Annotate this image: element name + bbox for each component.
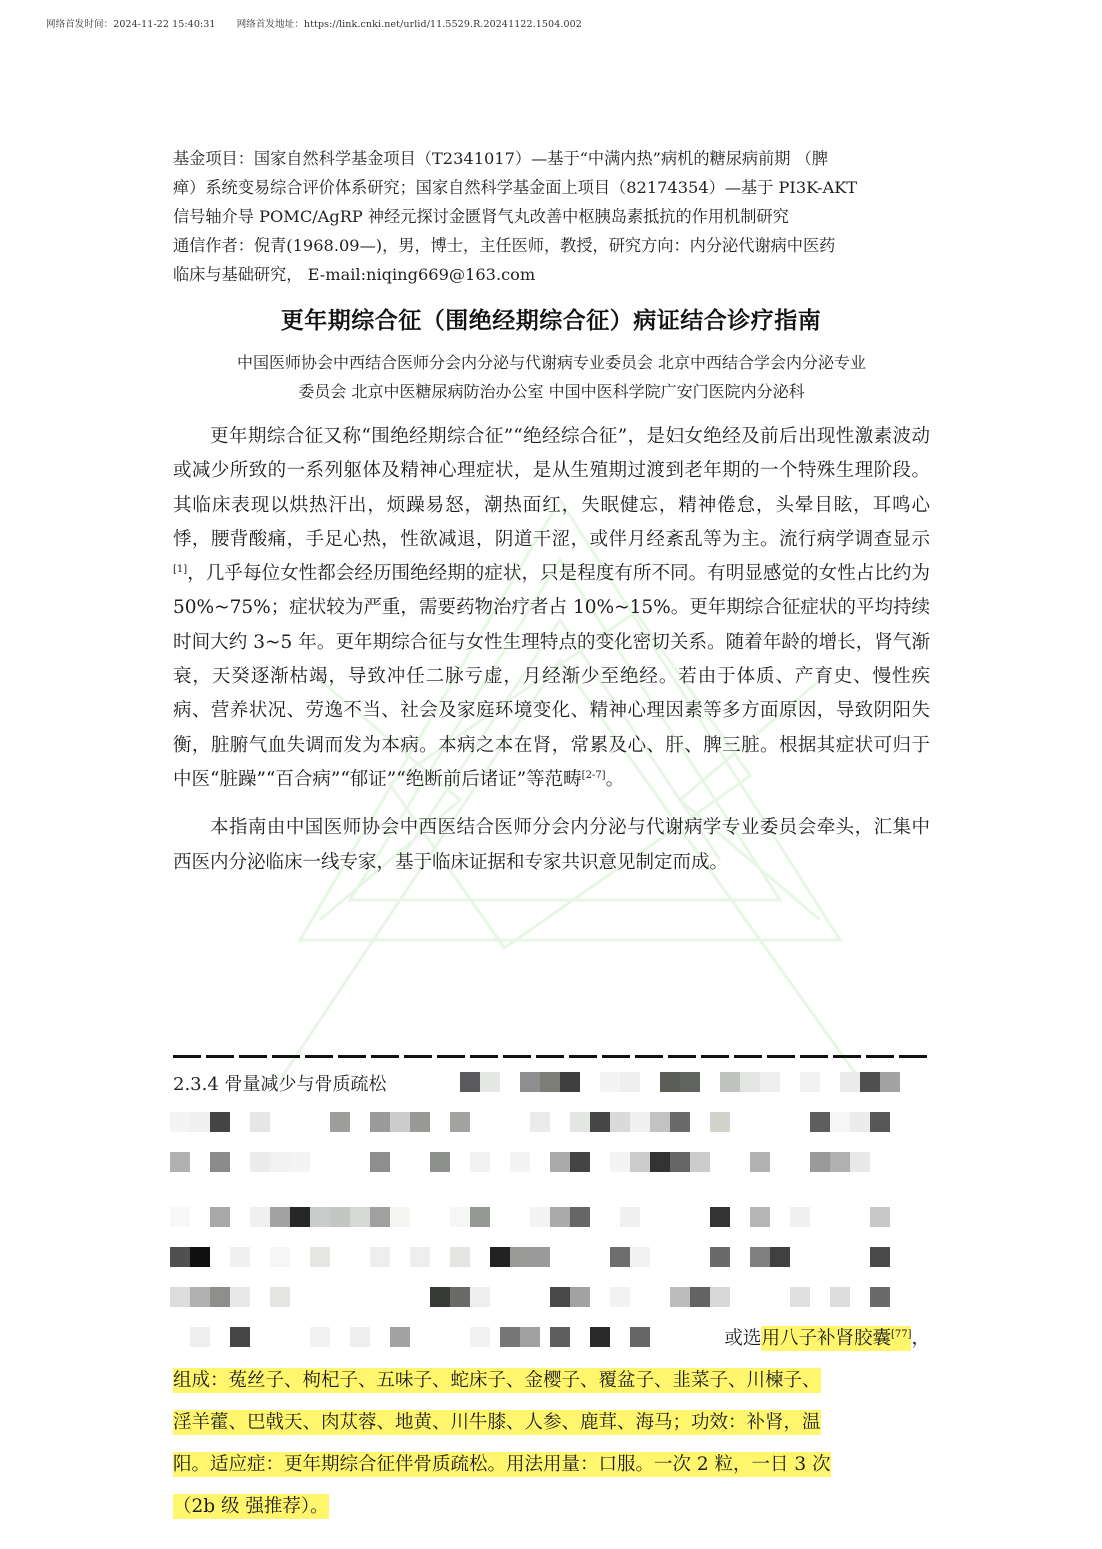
citation-ref[interactable]: [1]	[173, 564, 188, 576]
mosaic-pixel	[610, 1152, 630, 1172]
fund-line: 基金项目：国家自然科学基金项目（T2341017）—基于“中满内热”病机的糖尿病前期 （脾	[173, 149, 828, 168]
corresponding-author-email: 临床与基础研究， E-mail:niqing669@163.com	[173, 265, 536, 284]
drug-name: 用八子补肾胶囊	[761, 1328, 891, 1349]
mosaic-pixel	[830, 1152, 850, 1172]
authors-line: 委员会 北京中医糖尿病防治办公室 中国中医科学院广安门医院内分泌科	[298, 382, 805, 401]
mosaic-pixel	[510, 1152, 530, 1172]
rec-line-4-wrap	[173, 1444, 930, 1486]
mosaic-pixel	[610, 1247, 630, 1267]
mosaic-pixel	[830, 1112, 850, 1132]
rec-evidence-grade: （2b 级 强推荐）。	[173, 1496, 329, 1517]
mosaic-pixel	[190, 1247, 210, 1267]
mosaic-pixel	[620, 1072, 640, 1092]
mosaic-pixel	[630, 1152, 650, 1172]
mosaic-pixel	[630, 1327, 650, 1347]
mosaic-pixel	[370, 1207, 390, 1227]
mosaic-pixel	[470, 1152, 490, 1172]
mosaic-pixel	[630, 1112, 650, 1132]
mosaic-pixel	[550, 1327, 570, 1347]
mosaic-pixel	[750, 1207, 770, 1227]
fund-info	[173, 144, 930, 289]
mosaic-pixel	[290, 1207, 310, 1227]
mosaic-pixel	[500, 1327, 520, 1347]
citation-ref[interactable]: [2-7]	[581, 769, 606, 781]
mosaic-pixel	[350, 1207, 370, 1227]
mosaic-pixel	[600, 1072, 620, 1092]
rec-line-5-wrap	[173, 1486, 930, 1528]
article-title: 更年期综合征（围绝经期综合征）病证结合诊疗指南	[280, 308, 822, 334]
publish-time	[46, 19, 216, 30]
mosaic-pixel	[490, 1247, 510, 1267]
mosaic-pixel	[470, 1207, 490, 1227]
citation-ref[interactable]: [77]	[890, 1328, 912, 1340]
mosaic-pixel	[710, 1112, 730, 1132]
mosaic-pixel	[190, 1112, 210, 1132]
mosaic-pixel	[860, 1072, 880, 1092]
mosaic-pixel	[630, 1247, 650, 1267]
mosaic-pixel	[210, 1207, 230, 1227]
mosaic-pixel	[170, 1152, 190, 1172]
mosaic-pixel	[190, 1327, 210, 1347]
mosaic-pixel	[850, 1112, 870, 1132]
mosaic-pixel	[450, 1287, 470, 1307]
mosaic-pixel	[550, 1287, 570, 1307]
mosaic-pixel	[250, 1152, 270, 1172]
mosaic-pixel	[250, 1207, 270, 1227]
mosaic-pixel	[430, 1152, 450, 1172]
section-title: 骨量减少与骨质疏松	[224, 1074, 387, 1095]
mosaic-pixel	[570, 1207, 590, 1227]
mosaic-pixel	[620, 1207, 640, 1227]
section-number: 2.3.4	[173, 1074, 219, 1095]
rec-composition-line: 组成：菟丝子、枸杞子、五味子、蛇床子、金樱子、覆盆子、韭菜子、川楝子、	[173, 1370, 821, 1391]
intro-end: 。	[605, 768, 625, 790]
mosaic-pixel	[870, 1112, 890, 1132]
mosaic-pixel	[330, 1112, 350, 1132]
mosaic-pixel	[690, 1152, 710, 1172]
mosaic-pixel	[230, 1247, 250, 1267]
mosaic-pixel	[310, 1247, 330, 1267]
mosaic-pixel	[810, 1152, 830, 1172]
mosaic-pixel	[370, 1152, 390, 1172]
fund-line: 瘅）系统变易综合评价体系研究；国家自然科学基金面上项目（82174354）—基于 PI3K-AKT	[173, 178, 858, 197]
mosaic-pixel	[270, 1287, 290, 1307]
mosaic-pixel	[790, 1207, 810, 1227]
mosaic-pixel	[520, 1072, 540, 1092]
mosaic-pixel	[770, 1247, 790, 1267]
publish-url-link[interactable]: https://link.cnki.net/urlid/11.5529.R.20241122.1504.002	[303, 19, 582, 30]
mosaic-pixel	[550, 1207, 570, 1227]
mosaic-pixel	[830, 1287, 850, 1307]
mosaic-pixel	[350, 1327, 370, 1347]
mosaic-pixel	[560, 1072, 580, 1092]
mosaic-pixel	[750, 1247, 770, 1267]
mosaic-pixel	[210, 1112, 230, 1132]
mosaic-pixel	[850, 1152, 870, 1172]
mosaic-pixel	[510, 1247, 530, 1267]
mosaic-pixel	[870, 1207, 890, 1227]
mosaic-pixel	[470, 1287, 490, 1307]
rec-composition-efficacy-line: 淫羊藿、巴戟天、肉苁蓉、地黄、川牛膝、人参、鹿茸、海马；功效：补肾，温	[173, 1412, 821, 1433]
mosaic-pixel	[880, 1072, 900, 1092]
mosaic-pixel	[530, 1247, 550, 1267]
mosaic-pixel	[370, 1247, 390, 1267]
mosaic-pixel	[690, 1287, 710, 1307]
mosaic-pixel	[810, 1112, 830, 1132]
mosaic-pixel	[610, 1112, 630, 1132]
intro-text: 更年期综合征又称“围绝经期综合征”“绝经综合征”，是妇女绝经及前后出现性激素波动或减少所致的一系列躯体及精神心理症状，是从生殖期过渡到老年期的一个特殊生理阶段。其临床表现以烘热汗出，烦躁易怒，潮热面红，失眠健忘，精神倦怠，头晕目眩，耳鸣心悸，腰背酸痛，手足心热，性欲减退，阴道干涩，或伴月经紊乱等为主。流行病学调查显示	[173, 426, 930, 550]
mosaic-pixel	[450, 1112, 470, 1132]
mosaic-pixel	[870, 1247, 890, 1267]
publish-time-label: 网络首发时间：	[46, 19, 114, 30]
mosaic-pixel	[330, 1207, 350, 1227]
mosaic-pixel	[790, 1287, 810, 1307]
mosaic-pixel	[230, 1287, 250, 1307]
mosaic-pixel	[720, 1072, 740, 1092]
mosaic-pixel	[710, 1247, 730, 1267]
mosaic-pixel	[170, 1112, 190, 1132]
mosaic-pixel	[710, 1207, 730, 1227]
mosaic-pixel	[410, 1247, 430, 1267]
mosaic-pixel	[760, 1072, 780, 1092]
mosaic-pixel	[590, 1112, 610, 1132]
mosaic-pixel	[650, 1112, 670, 1132]
rec-line-1	[724, 1318, 930, 1360]
mosaic-pixel	[740, 1072, 760, 1092]
mosaic-pixel	[610, 1287, 630, 1307]
mosaic-pixel	[270, 1152, 290, 1172]
mosaic-pixel	[390, 1327, 410, 1347]
rec-indication-dosage-line: 阳。适应症：更年期综合征伴骨质疏松。用法用量：口服。一次 2 粒，一日 3 次	[173, 1454, 831, 1475]
fund-line: 信号轴介导 POMC/AgRP 神经元探讨金匮肾气丸改善中枢胰岛素抵抗的作用机制研究	[173, 207, 789, 226]
mosaic-pixel	[530, 1207, 550, 1227]
mosaic-pixel	[520, 1327, 540, 1347]
mosaic-pixel	[170, 1287, 190, 1307]
mosaic-pixel	[390, 1112, 410, 1132]
mosaic-pixel	[210, 1152, 230, 1172]
rec-line-3-wrap	[173, 1402, 930, 1444]
article-body	[173, 420, 930, 880]
publish-url-label: 网络首发地址：	[236, 19, 304, 30]
mosaic-pixel	[450, 1247, 470, 1267]
mosaic-pixel	[750, 1152, 770, 1172]
highlighted-drug-name	[761, 1326, 911, 1351]
rec-comma: ，	[911, 1328, 930, 1349]
rec-line-2-wrap	[173, 1360, 930, 1402]
mosaic-pixel	[650, 1152, 670, 1172]
mosaic-pixel	[390, 1207, 410, 1227]
mosaic-pixel	[270, 1207, 290, 1227]
mosaic-pixel	[480, 1072, 500, 1092]
mosaic-pixel	[250, 1112, 270, 1132]
mosaic-pixel	[680, 1072, 700, 1092]
mosaic-pixel	[170, 1207, 190, 1227]
publish-time-value: 2024-11-22 15:40:31	[113, 19, 216, 30]
mosaic-pixel	[530, 1112, 550, 1132]
authors-line: 中国医师协会中西结合医师分会内分泌与代谢病专业委员会 北京中西结合学会内分泌专业	[236, 353, 867, 372]
mosaic-pixel	[570, 1152, 590, 1172]
mosaic-pixel	[670, 1152, 690, 1172]
dashed-divider	[173, 1055, 930, 1058]
publication-header	[46, 16, 600, 30]
mosaic-pixel	[410, 1112, 430, 1132]
guideline-origin-paragraph: 本指南由中国医师协会中西医结合医师分会内分泌与代谢病学专业委员会牵头，汇集中西医内分泌临床一线专家，基于临床证据和专家共识意见制定而成。	[173, 817, 930, 873]
mosaic-pixel	[450, 1207, 470, 1227]
mosaic-pixel	[800, 1072, 820, 1092]
mosaic-pixel	[290, 1152, 310, 1172]
mosaic-pixel	[870, 1287, 890, 1307]
mosaic-pixel	[840, 1072, 860, 1092]
mosaic-pixel	[430, 1287, 450, 1307]
mosaic-pixel	[310, 1327, 330, 1347]
mosaic-pixel	[460, 1072, 480, 1092]
mosaic-pixel	[270, 1247, 290, 1267]
rec-lead: 或选	[724, 1328, 762, 1349]
mosaic-pixel	[660, 1072, 680, 1092]
mosaic-pixel	[190, 1287, 210, 1307]
mosaic-pixel	[210, 1287, 230, 1307]
mosaic-pixel	[670, 1287, 690, 1307]
mosaic-pixel	[550, 1152, 570, 1172]
corresponding-author: 通信作者：倪青(1968.09—)，男，博士，主任医师，教授，研究方向：内分泌代谢病中医药	[173, 236, 836, 255]
mosaic-pixel	[540, 1072, 560, 1092]
mosaic-pixel	[670, 1112, 690, 1132]
mosaic-pixel	[230, 1327, 250, 1347]
mosaic-pixel	[590, 1327, 610, 1347]
mosaic-pixel	[370, 1112, 390, 1132]
mosaic-pixel	[170, 1247, 190, 1267]
mosaic-pixel	[710, 1287, 730, 1307]
intro-text-cont: ，几乎每位女性都会经历围绝经期的症状，只是程度有所不同。有明显感觉的女性占比约为 50%~75%；症状较为严重，需要药物治疗者占 10%~15%。更年期综合征症状的平均持续时间大约 3~5 年。更年期综合征与女性生理特点的变化密切关系。随着年龄的增长，肾气渐衰，天癸逐渐枯竭，导致冲任二脉亏虚，月经渐少至绝经。若由于体质、产育史、慢性疾病、营养状况、劳逸不当、社会及家庭环境变化、精神心理因素等多方面原因，导致阴阳失衡，脏腑气血失调而发为本病。本病之本在肾，常累及心、肝、脾三脏。根据其症状可归于中医“脏躁”“百合病”“郁证”“绝断前后诸证”等范畴	[173, 563, 930, 790]
mosaic-pixel	[570, 1112, 590, 1132]
mosaic-pixel	[570, 1287, 590, 1307]
mosaic-pixel	[310, 1207, 330, 1227]
mosaic-pixel	[470, 1327, 490, 1347]
intro-paragraph	[173, 420, 930, 797]
article-authors	[173, 348, 930, 406]
publish-url	[237, 19, 582, 30]
